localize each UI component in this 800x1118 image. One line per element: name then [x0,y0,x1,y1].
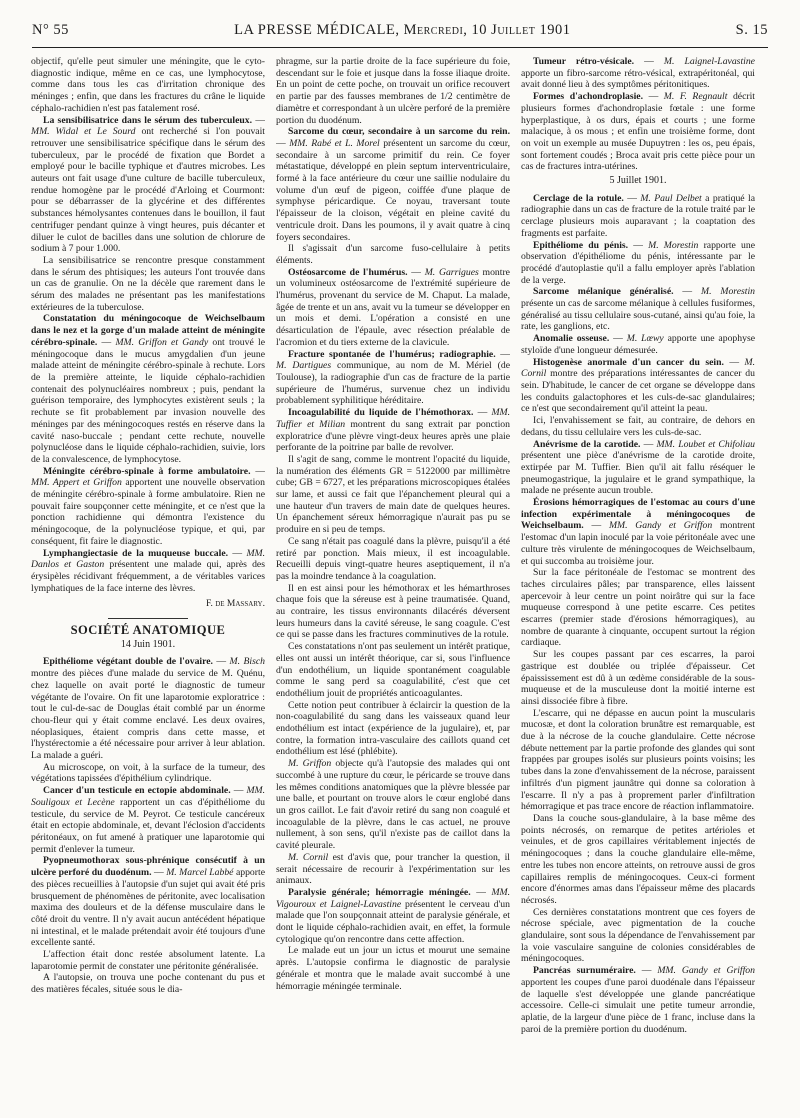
article-authors: M. Marcel Labbé [166,867,234,879]
article-body: présentent un sarcome du cœur, secondaire à un sarcome primitif du rein. Ce foyer métastatique, développé en plein septum interventriculaire, formé à la face antérieure du cœur une saillie nodulaire du volume d'un œuf de pigeon, coiffée d'une plaque de symphyse péricardique. Ce noyau, traversant toute l'épaisseur de la cloison, végétait en pleine cavité du ventricule droit. Dans les poumons, il y avait quatre à cinq foyers secondaires. [276,137,510,243]
article-title: Lymphangiectasie de la muqueuse buccale. [43,547,229,559]
paragraph: A l'autopsie, on trouva une poche contenant du pus et des matières fécales, située sous le dia- [31,972,265,996]
article: Lymphangiectasie de la muqueuse buccale. — MM. Danlos et Gaston présentent une malade qui, après des érysipèles récidivant fréquemment, a de véritables varices lymphatiques de la face interne des lèvres. [31,547,265,594]
article-authors: M. Bisch [229,656,265,668]
article-authors: MM. Rabé et L. Morel [289,137,380,149]
article-authors: MM. Vigouroux et Laignel-Lavastine [276,886,510,910]
paragraph: Il s'agit de sang, comme le montrent l'opacité du liquide, la numération des éléments GR = 5122000 par millimètre cube; GB = 6727, et les préparations microscopiques étalées sur lame, et aussi ce fait que l'épanchement pleural qui a une hauteur d'un travers de main date de quelques heures. Un épanchement séreux hémorragique n'aurait pas pu se produire en si peu de temps. [276,453,510,536]
article-body: montre un volumineux ostéosarcome de l'extrémité supérieure de l'humérus, provenant du service de M. Chaput. La malade, âgée de trente et un ans, avait vu la tumeur se développer en un mois et demi. L'opération a consisté en une désarticulation de l'épaule, avec résection préalable de l'acromion et du tiers externe de la clavicule. [276,266,510,348]
article-body: présentent une pièce d'anévrisme de la carotide droite, extirpée par M. Tuffier. Bien qu'il ait fallu réséquer le pneumogastrique, la jugulaire et le grand sympathique, la malade ne présente aucun trouble. [521,450,755,497]
paragraph: Ces dernières constatations montrent que ces foyers de nécrose spéciale, avec pigmentation de la couche glandulaire, sont sous la dépendance de l'envahissement par la voie vasculaire sanguine de colonies considérables de méningocoques. [521,906,755,965]
article: Cerclage de la rotule. — M. Paul Delbet a pratiqué la radiographie dans un cas de fracture de la rotule traité par le cerclage plusieurs mois auparavant ; la coaptation des fragments est parfaite. [521,192,755,239]
article: Epithéliome végétant double de l'ovaire. — M. Bisch montre des pièces d'une malade du service de M. Quénu, chez laquelle on avait porté le diagnostic de tumeur végétante de l'ovaire. On fit une laparotomie exploratrice : tout le cul-de-sac de Douglas était comblé par un énorme chou-fleur qui y était comme enclavé. Les deux ovaires, néoplasiques, étaient compris dans cette masse, et l'hystérectomie a été nécessaire pour arriver à leur ablation. La malade a guéri. [31,656,265,762]
page-header [32,22,768,44]
column-2 [276,56,510,1106]
article-title: Fracture spontanée de l'humérus; radiographie. [288,348,496,360]
article-authors: M. Cornil [521,356,755,380]
article-title: Tumeur rétro-vésicale. [533,56,635,67]
article-title: Sarcome du cœur, secondaire à un sarcome du rein. [288,126,510,138]
article-authors: M. Dartigues [276,360,332,372]
article-title: Méningite cérébro-spinale à forme ambulatoire. [43,465,251,477]
article-title: Cancer d'un testicule en ectopie abdominale. [43,785,231,797]
article-title: Sarcome mélanique généralisé. [533,286,674,298]
article-authors: M. Laignel-Lavastine [663,56,755,67]
article: Histogenèse anormale d'un cancer du sein. — M. Cornil montre des préparations intéressantes de cancer du sein. D'habitude, le cancer de cet organe se développe dans les conduits galactophores et les culs-de-sac glandulaires; ce n'est que secondairement qu'il atteint la peau. [521,356,755,415]
header-rule [32,47,768,48]
article: Incoagulabilité du liquide de l'hémothorax. — MM. Tuffier et Milian montrent du sang extrait par ponction exploratrice d'une plèvre vingt-deux heures après une plaie perforante de la poitrine par balle de revolver. [276,407,510,454]
article: Epithéliome du pénis. — M. Morestin rapporte une observation d'épithéliome du pénis, intéressante par le procédé d'autoplastie qu'il a fallu employer après l'ablation de la verge. [521,239,755,286]
article-authors: M. Lœwy [626,333,664,345]
paragraph: Cette notion peut contribuer à éclaircir la question de la non-coagulabilité du sang dans les vaisseaux quand leur endothélium est intact (expérience de la jugulaire), et, par contre, la formation intra-vasculaire des caillots quand cet endothélium est lésé (phlébite). [276,699,510,758]
paragraph: La sensibilisatrice se rencontre presque constamment dans le sérum des phtisiques; les auteurs l'ont trouvée dans un cas de granulie. On ne la décèle que rarement dans le sérum des malades ne présentant pas les manifestations extérieures de la tuberculose. [31,254,265,313]
issue-number: N° 55 [32,22,69,38]
article-body: ont trouvé le méningocoque dans le mucus amygdalien d'un jeune malade atteint de méningite cérébro-spinale à rechute. Lors de la première atteinte, le liquide céphalo-rachidien contenait des polynucléaires nombreux ; puis, pendant la guérison temporaire, des lymphocytes existèrent seuls ; la rechute se fit probablement par invasion nouvelle des méninges par des méningocoques restés en réserve dans la cavité naso-buccale ; pendant cette rechute, nouvelle polynucléose dans le liquide céphalo-rachidien, suivie, lors de la convalescence, de lymphocytose. [31,336,265,465]
article-title: Constatation du méningocoque de Weichselbaum dans le nez et la gorge d'un malade atteint de méningite cérébro-spinale. [31,313,265,348]
article-body: communique, au nom de M. Mériel (de Toulouse), la radiographie d'un cas de fracture de la partie supérieure de l'humérus, survenue chez un individu probablement syphilitique héréditaire. [276,360,510,407]
article: Ostéosarcome de l'humérus. — M. Garrigues montre un volumineux ostéosarcome de l'extrémité supérieure de l'humérus, provenant du service de M. Chaput. La malade, âgée de trente et un ans, avait vu la tumeur se développer en un mois et demi. L'opération a consisté en une désarticulation de l'épaule, avec résection préalable de l'acromion et du tiers externe de la clavicule. [276,266,510,348]
article-authors: MM. Souligoux et Lecène [31,785,265,808]
section-heading: SOCIÉTÉ ANATOMIQUE [70,623,226,638]
column-1 [31,56,265,1106]
article-body: montrent l'estomac d'un lapin inoculé par la voie péritonéale avec une culture très virulente de méningocoques de Weichselbaum, et qui succomba au troisième jour. [521,520,755,567]
journal-title: LA PRESSE MÉDICALE, Mercredi, 10 Juillet 1901 [234,22,571,38]
article: Pancréas surnuméraire. — MM. Gandy et Griffon apportent les coupes d'une paroi duodénale dans l'épaisseur de laquelle s'est développée une glande pancréatique accessoire. Celle-ci simulait une petite tumeur arrondie, aplatie, de la largeur d'une pièce de 1 franc, incluse dans la paroi de la première portion du duodénum. [521,965,755,1035]
article-body: apporte un fibro-sarcome rétro-vésical, extrapéritonéal, qui avait donné lieu à des symptômes péritonitiques. [521,67,755,91]
article: Formes d'achondroplasie. — M. F. Regnault décrit plusieurs formes d'achondroplasie fœtale : une forme hyperplastique, à os durs, épais et courts ; une forme malacique, à os mous ; et enfin une troisième forme, dont on voit un exemple au musée Dupuytren : les os, peu épais, sont fortement coudés ; Broca avait pris cette pièce pour un cas de fractures intra-utérines. [521,91,755,173]
article-title: Pancréas surnuméraire. [533,965,636,977]
article-body: a pratiqué la radiographie dans un cas de fracture de la rotule traité par le cerclage plusieurs mois auparavant ; la coaptation des fragments est parfaite. [521,192,755,239]
article-body: apporte une apophyse styloïde d'une longueur démesurée. [521,333,755,356]
article: Anévrisme de la carotide. — MM. Loubet et Chifoliau présentent une pièce d'anévrisme de la carotide droite, extirpée par M. Tuffier. Bien qu'il ait fallu réséquer le pneumogastrique, la jugulaire et le grand sympathique, la malade ne présente aucun trouble. [521,438,755,497]
article-body: rapporte une observation d'épithéliome du pénis, intéressante par le procédé d'autoplastie qu'il a fallu employer après l'ablation de la verge. [521,239,755,286]
article-title: Pyopneumothorax sous-phrénique consécutif à un ulcère perforé du duodénum. [31,855,265,879]
article-authors: M. Morestin [648,239,699,251]
paragraph: Dans la couche sous-glandulaire, à la base même des points nécrosés, on remarque de petites artérioles et veinules, et de gros capillaires véritablement injectés de méningocoques ; dans la couche glandulaire elle-même, entre les tubes non encore atteints, on retrouve aussi de gros capillaires remplis de méningocoques. Ceux-ci forment encore d'énormes amas dans l'épaisseur même des placards nécrosés. [521,813,755,906]
article-body: montre des préparations intéressantes de cancer du sein. D'habitude, le cancer de cet organe se développe dans les conduits galactophores et les culs-de-sac glandulaires; ce n'est que secondairement qu'il atteint la peau. [521,368,755,415]
article-authors: M. Griffon [288,758,332,770]
page-number: S. 15 [735,22,768,38]
article-body: rapportent un cas d'épithéliome du testicule, du service de M. Peyrot. Ce testicule cancéreux était en ectopie abdominale, et, devant l'éclosion d'accidents péritonéaux, on fut amené à pratiquer une laparotomie qui permit d'enlever la tumeur. [31,796,265,855]
article-authors: MM. Widal et Le Sourd [31,126,136,138]
article-body: présentent une malade qui, après des érysipèles récidivant fréquemment, a de véritables varices lymphatiques de la face interne des lèvres. [31,559,265,594]
article-body: apporte des pièces recueillies à l'autopsie d'un sujet qui avait été pris brusquement de phénomènes de péritonite, avec localisation maxima des douleurs et de la défense musculaire dans le côté droit du ventre. Il n'y avait aucun antécédent hépatique ni intestinal, et le malade prétendait avoir été toujours d'une excellente santé. [31,867,265,949]
article-body: présente un cas de sarcome mélanique à cellules fusiformes, généralisé au tissu cellulaire sous-cutané, ainsi qu'au foie, la rate, les ganglions, etc. [521,298,755,333]
article-title: Paralysie générale; hémorragie méningée. [288,886,471,898]
paragraph: Il s'agissait d'un sarcome fuso-cellulaire à petits éléments. [276,243,510,266]
article-title: Incoagulabilité du liquide de l'hémothorax. [288,407,474,419]
article-title: Ostéosarcome de l'humérus. [288,266,408,278]
article: La sensibilisatrice dans le sérum des tuberculeux. — MM. Widal et Le Sourd ont recherché si l'on pouvait retrouver une sensibilisatrice spécifique dans le sérum des tuberculeux, par le procédé de fixation que Bordet a employé pour le bacille typhique et d'autres microbes. Les auteurs ont fait usage d'une culture de bacille tuberculeux, rendue homogène par le procédé d'Arloing et Courmont: pour se débarrasser de la glycérine et des différentes substances hémolysantes contenues dans le bouillon, il faut centrifuger pendant quinze à vingt heures, puis décanter et diluer le culot de bacilles dans une solution de chlorure de sodium à 7 pour 1.000. [31,114,265,255]
paragraph: Ici, l'envahissement se fait, au contraire, de dehors en dedans, du tissu cellulaire vers les culs-de-sac. [521,415,755,438]
article-title: Formes d'achondroplasie. [533,91,644,103]
article-authors: MM. Appert et Griffon [31,477,122,489]
article: Anomalie osseuse. — M. Lœwy apporte une apophyse styloïde d'une longueur démesurée. [521,333,755,356]
article: Cancer d'un testicule en ectopie abdominale. — MM. Souligoux et Lecène rapportent un cas d'épithéliome du testicule, du service de M. Peyrot. Ce testicule cancéreux était en ectopie abdominale, et, devant l'éclosion d'accidents péritonéaux, on fut amené à pratiquer une laparotomie qui permit d'enlever la tumeur. [31,785,265,855]
paragraph: phragme, sur la partie droite de la face supérieure du foie, descendant sur le foie et jusque dans la fosse iliaque droite. En un point de cette poche, on trouvait un orifice recouvert en partie par des fausses membranes de 1/2 centimètre de diamètre et correspondant à un ulcère perforé de la première portion du duodénum. [276,56,510,126]
article-title: Érosions hémorragiques de l'estomac au cours d'une infection expérimentale à méningocoques de Weichselbaum. [521,497,755,532]
article-authors: M. Paul Delbet [640,192,702,204]
signature: F. de Massary. [205,599,265,610]
article-title: Histogenèse anormale d'un cancer du sein. [533,356,724,368]
article-body: présentent le cerveau d'un malade que l'on soupçonnait atteint de paralysie générale, et dont le liquide céphalo-rachidien avait, en effet, la formule cytologique qu'on rencontre dans cette affection. [276,898,510,945]
article-title: Cerclage de la rotule. [533,192,624,204]
article-body: apportent les coupes d'une paroi duodénale dans l'épaisseur de laquelle s'est développée une glande pancréatique accessoire. Celle-ci simulait une petite tumeur arrondie, aplatie, de la largeur d'une pièce de 1 franc, incluse dans la paroi de la première portion du duodénum. [521,976,755,1035]
article: Constatation du méningocoque de Weichselbaum dans le nez et la gorge d'un malade atteint de méningite cérébro-spinale. — MM. Griffon et Gandy ont trouvé le méningocoque dans le mucus amygdalien d'un jeune malade atteint de méningite cérébro-spinale à rechute. Lors de la première atteinte, le liquide céphalo-rachidien contenait des polynucléaires nombreux ; puis, pendant la guérison temporaire, des lymphocytes existèrent seuls ; la rechute se fit probablement par invasion nouvelle des méninges par des méningocoques restés en réserve dans la cavité naso-buccale ; pendant cette rechute, nouvelle polynucléose dans le liquide céphalo-rachidien, suivie, lors de la convalescence, de lymphocytose. [31,313,265,465]
article-body: est d'avis que, pour trancher la question, il serait nécessaire de recourir à l'expérimentation sur les animaux. [276,851,510,887]
article: Méningite cérébro-spinale à forme ambulatoire. — MM. Appert et Griffon apportent une nouvelle observation de méningite cérébro-spinale à forme ambulatoire. Rien ne pouvait faire soupçonner cette méningite, et ce n'est que la ponction rachidienne qui démontra l'existence du méningocoque, de la polynucléose typique, et qui, par conséquent, fit faire le diagnostic. [31,465,265,547]
article-authors: M. F. Regnault [663,91,728,103]
article: Érosions hémorragiques de l'estomac au cours d'une infection expérimentale à méningocoques de Weichselbaum. — MM. Gandy et Griffon montrent l'estomac d'un lapin inoculé par la voie péritonéale avec une culture très virulente de méningocoques de Weichselbaum, et qui succomba au troisième jour. [521,497,755,567]
article-title: Anomalie osseuse. [533,333,610,345]
article-title: Anévrisme de la carotide. [533,438,641,450]
article: Paralysie générale; hémorragie méningée. — MM. Vigouroux et Laignel-Lavastine présentent le cerveau d'un malade que l'on soupçonnait atteint de paralysie générale, et dont le liquide céphalo-rachidien avait, en effet, la formule cytologique qu'on rencontre dans cette affection. [276,886,510,945]
paragraph: objectif, qu'elle peut simuler une méningite, que le cyto-diagnostic indique, même en ce cas, une lymphocytose, comme dans tous les cas d'irritation chronique des méninges ; enfin, que dans les fractures du crâne le liquide céphalo-rachidien n'est pas fatalement rosé. [31,56,265,114]
article [276,852,510,887]
article: Pyopneumothorax sous-phrénique consécutif à un ulcère perforé du duodénum. — M. Marcel Labbé apporte des pièces recueillies à l'autopsie d'un sujet qui avait été pris brusquement de phénomènes de péritonite, avec localisation maxima des douleurs et de la défense musculaire dans le côté droit du ventre. Il n'y avait aucun antécédent hépatique ni intestinal, et le malade prétendait avoir été toujours d'une excellente santé. [31,855,265,949]
paragraph: L'escarre, qui ne dépasse en aucun point la muscularis mucosæ, et dont la coloration brunâtre est remarquable, est due à la nécrose de la couche glandulaire. Cette nécrose débute nettement par la partie profonde des glandes qui sont frappées par groupes isolés sur plusieurs points voisins; les tubes dans la zone d'envahissement de la nécrose, paraissent infiltrés d'un pigment jaunâtre qui donne sa coloration à l'escarre. Il n'y a pas à proprement parler d'infiltration hémorragique et pas trace encore de réaction inflammatoire. [521,707,755,813]
paragraph: Ces constatations n'ont pas seulement un intérêt pratique, elles ont aussi un intérêt théorique, car si, sous l'influence d'un endothélium, un liquide spontanément coagulable comme le sang perd sa coagulabilité, c'est que cet endothélium jouit de propriétés anticoagulantes. [276,641,510,699]
article-authors: M. Garrigues [424,266,479,278]
article-authors: MM. Gandy et Griffon [657,965,755,977]
paragraph: L'affection était donc restée absolument latente. La laparotomie permit de constater une péritonite généralisée. [31,949,265,972]
paragraph: Au microscope, on voit, à la surface de la tumeur, des végétations tapissées d'épithélium cylindrique. [31,761,265,785]
article-body: apportent une nouvelle observation de méningite cérébro-spinale à forme ambulatoire. Rien ne pouvait faire soupçonner cette méningite, et ce n'est que la ponction rachidienne qui démontra l'existence du méningocoque, de la polynucléose typique, et qui, par conséquent, fit faire le diagnostic. [31,477,265,547]
article-authors: MM. Loubet et Chifoliau [656,438,755,450]
section-date: 14 Juin 1901. [120,638,176,650]
section-divider [108,618,188,619]
article-authors: M. Morestin [701,286,755,298]
article-authors: MM. Danlos et Gaston [31,547,265,571]
article: Tumeur rétro-vésicale. — M. Laignel-Lavastine apporte un fibro-sarcome rétro-vésical, extrapéritonéal, qui avait donné lieu à des symptômes péritonitiques. [521,56,755,91]
article [276,758,510,852]
paragraph: Sur les coupes passant par ces escarres, la paroi gastrique est doublée ou triplée d'épaisseur. Cet épaississement est dû à un œdème considérable de la sous-muqueuse et de la musculeuse dont la moitié interne est ainsi dissociée fibre à fibre. [521,649,755,707]
article-authors: MM. Griffon et Gandy [115,336,209,348]
article-title: Epithéliome végétant double de l'ovaire. [43,656,213,668]
article-title: Epithéliome du pénis. [533,239,629,251]
paragraph: Sur la face péritonéale de l'estomac se montrent des taches circulaires pâles; par transparence, elles laissent apercevoir à leur centre un point noirâtre qui sur la face muqueuse correspond à une petite escarre. Ces petites escarres (premier stade d'érosions hémorragiques), au nombre de quarante à cinquante, occupent surtout la région cardiaque. [521,567,755,649]
article-body: montrent du sang extrait par ponction exploratrice d'une plèvre vingt-deux heures après une plaie perforante de la poitrine par balle de revolver. [276,418,510,454]
article-body: décrit plusieurs formes d'achondroplasie fœtale : une forme hyperplastique, à os durs, épais et courts ; une forme malacique, à os mous ; et enfin une troisième forme, dont on voit un exemple au musée Dupuytren : les os, peu épais, sont fortement coudés ; Broca avait pris cette pièce pour un cas de fractures intra-utérines. [521,91,755,173]
article: Sarcome mélanique généralisé. — M. Morestin présente un cas de sarcome mélanique à cellules fusiformes, généralisé au tissu cellulaire sous-cutané, ainsi qu'au foie, la rate, les ganglions, etc. [521,286,755,333]
paragraph: Ce sang n'était pas coagulé dans la plèvre, puisqu'il a été retiré par ponction. Mais mieux, il est incoagulable. Recueilli depuis vingt-quatre heures aseptiquement, il n'a pas la moindre tendance à la coagulation. [276,535,510,582]
article-body: montre des pièces d'une malade du service de M. Quénu, chez laquelle on avait porté le diagnostic de tumeur végétante de l'ovaire. On fit une laparotomie exploratrice : tout le cul-de-sac de Douglas était comblé par un énorme chou-fleur qui y était comme enclavé. Les deux ovaires, néoplasiques, étaient compris dans cette masse, et l'hystérectomie a été nécessaire pour arriver à leur ablation. La malade a guéri. [31,668,265,762]
paragraph: Le malade eut un jour un ictus et mourut une semaine après. L'autopsie confirma le diagnostic de paralysie générale et montra que le malade avait succombé à une hémorragie méningée terminale. [276,945,510,992]
article-authors: MM. Gandy et Griffon [608,520,713,532]
article: Fracture spontanée de l'humérus; radiographie. — M. Dartigues communique, au nom de M. Mériel (de Toulouse), la radiographie d'un cas de fracture de la partie supérieure de l'humérus, survenue chez un individu probablement syphilitique héréditaire. [276,348,510,407]
article-authors: M. Cornil [288,851,329,863]
article-title: La sensibilisatrice dans le sérum des tuberculeux. [43,114,253,126]
article: Sarcome du cœur, secondaire à un sarcome du rein. — MM. Rabé et L. Morel présentent un sarcome du cœur, secondaire à un sarcome primitif du rein. Ce foyer métastatique, développé en plein septum interventriculaire, formé à la face antérieure du cœur une saillie nodulaire du volume d'un œuf de pigeon, coiffée d'une plaque de symphyse péricardique. Ce noyau, traversant toute l'épaisseur de la cloison, végétait en pleine cavité du ventricule droit. Dans les poumons, il y avait quatre à cinq foyers secondaires. [276,126,510,243]
article-authors: MM. Tuffier et Milian [276,407,510,430]
section-date: 5 Juillet 1901. [609,175,667,187]
paragraph: Il en est ainsi pour les hémothorax et les hémarthroses chaque fois que la séreuse est à peine traumatisée. Quand, au contraire, les tissus environnants dilacérés déversent leurs humeurs dans la cavité séreuse, le sang coagule. C'est ce qui se passe dans les fractures comminutives de la rotule. [276,582,510,641]
article-body: objecte qu'à l'autopsie des malades qui ont succombé à une rupture du cœur, le péricarde se trouve dans les mêmes conditions anatomiques que la plèvre blessée par une balle, et pourtant on trouve alors le cœur englobé dans un gros caillot. Le fait d'avoir retiré du sang non coagulé et incoagulable de la plèvre, dans le cas actuel, ne prouve nullement, à son sens, qu'il n'existe pas de caillot dans la cavité pleurale. [276,758,510,852]
column-3 [521,56,755,1106]
article-body: ont recherché si l'on pouvait retrouver une sensibilisatrice spécifique dans le sérum des tuberculeux, par le procédé de fixation que Bordet a employé pour le bacille typhique et d'autres microbes. Les auteurs ont fait usage d'une culture de bacille tuberculeux, rendue homogène par le procédé d'Arloing et Courmont: pour se débarrasser de la glycérine et des différentes substances hémolysantes contenues dans le bouillon, il faut centrifuger pendant quinze à vingt heures, puis décanter et diluer le culot de bacilles dans une solution de chlorure de sodium à 7 pour 1.000. [31,126,265,255]
